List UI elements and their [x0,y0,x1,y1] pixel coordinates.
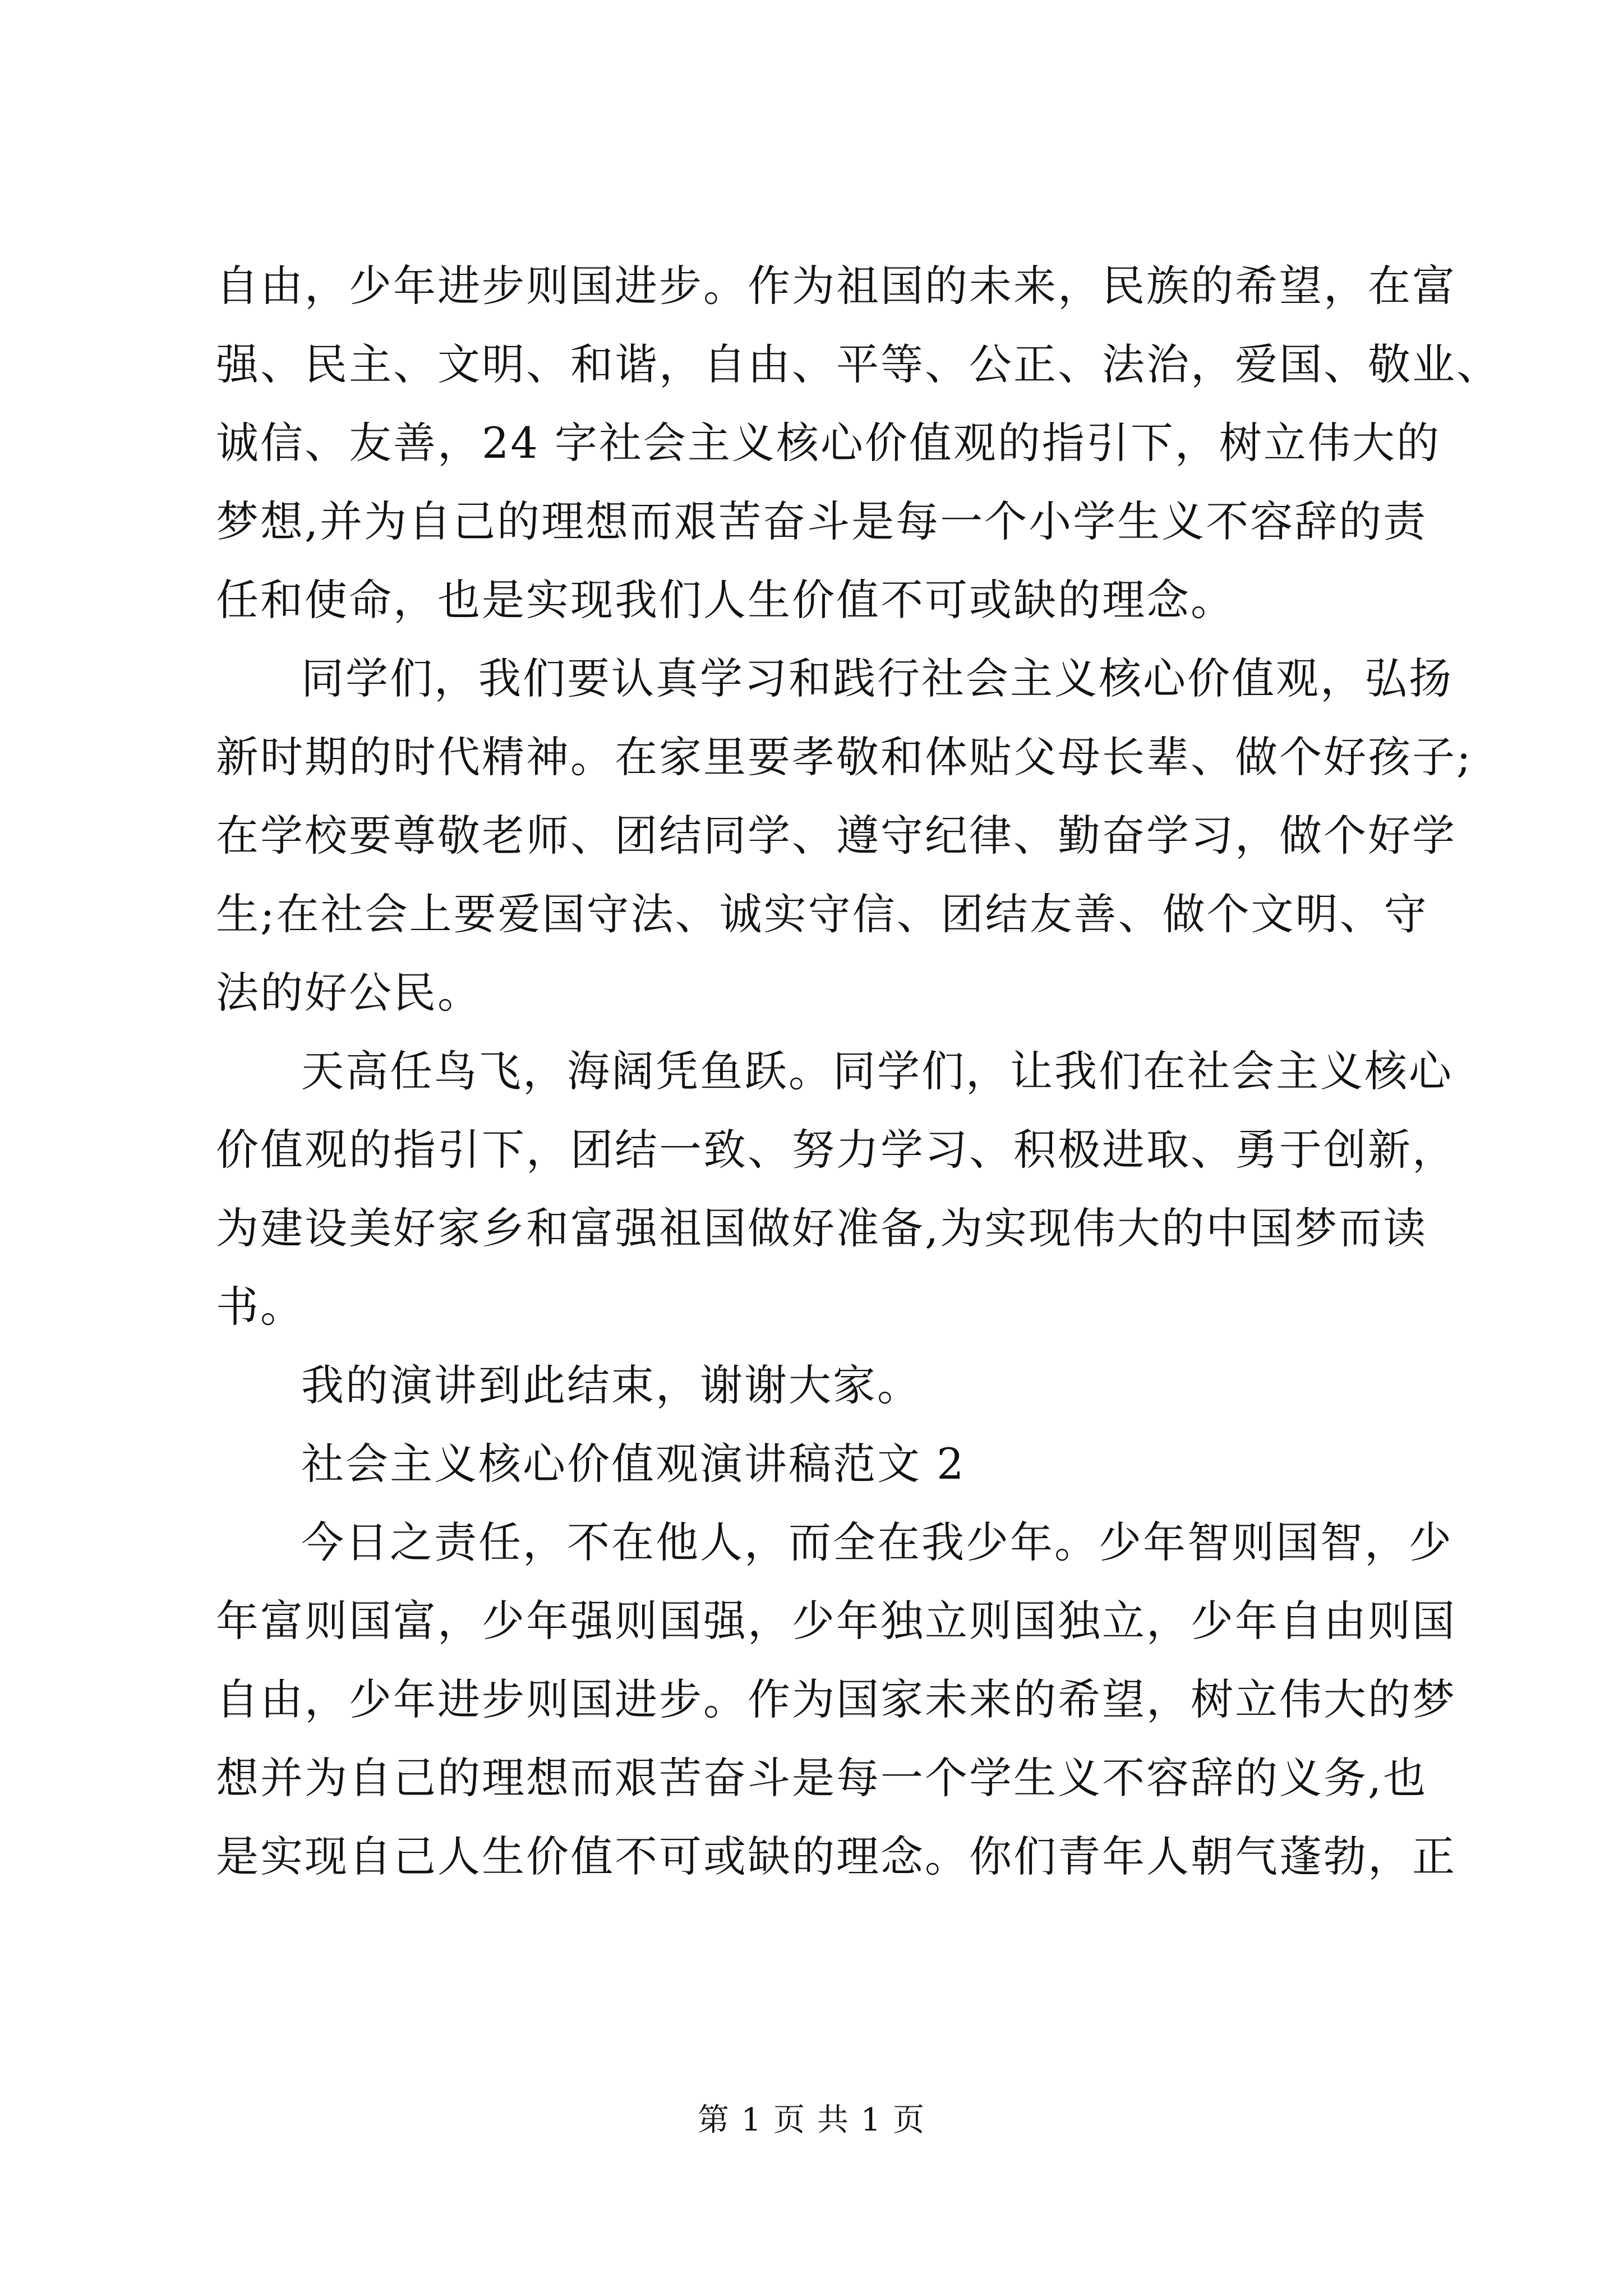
text-line: 我的演讲到此结束，谢谢大家。 [301,1360,921,1410]
text-line: 是实现自己人生价值不可或缺的理念。你们青年人朝气蓬勃，正 [216,1832,1456,1881]
text-line: 书。 [216,1282,305,1332]
text-line: 为建设美好家乡和富强祖国做好准备,为实现伟大的中国梦而读 [216,1203,1428,1253]
text-line: 诚信、友善，24 字社会主义核心价值观的指引下，树立伟大的 [216,418,1441,468]
page-footer: 第 1 页 共 1 页 [697,2102,926,2138]
text-line: 生;在社会上要爱国守法、诚实守信、团结友善、做个文明、守 [216,889,1428,939]
text-line: 年富则国富，少年强则国强，少年独立则国独立，少年自由则国 [216,1596,1456,1646]
text-line: 法的好公民。 [216,968,482,1018]
text-line: 天高任鸟飞，海阔凭鱼跃。同学们，让我们在社会主义核心 [301,1046,1453,1096]
text-line: 新时期的时代精神。在家里要孝敬和体贴父母长辈、做个好孩子; [216,732,1473,782]
text-line: 自由，少年进步则国进步。作为祖国的未来，民族的希望，在富 [216,261,1456,311]
text-line: 今日之责任，不在他人，而全在我少年。少年智则国智，少 [301,1517,1453,1567]
text-line: 强、民主、文明、和谐，自由、平等、公正、法治，爱国、敬业、 [216,339,1501,389]
text-line: 梦想,并为自己的理想而艰苦奋斗是每一个小学生义不容辞的责 [216,496,1428,546]
text-line: 社会主义核心价值观演讲稿范文 2 [301,1439,966,1489]
text-line: 任和使命，也是实现我们人生价值不可或缺的理念。 [216,575,1235,625]
text-line: 同学们，我们要认真学习和践行社会主义核心价值观，弘扬 [301,654,1453,703]
body-text [216,247,1501,1896]
text-line: 在学校要尊敬老师、团结同学、遵守纪律、勤奋学习，做个好学 [216,811,1456,861]
text-line: 想并为自己的理想而艰苦奋斗是每一个学生义不容辞的义务,也 [216,1753,1428,1803]
text-line: 价值观的指引下，团结一致、努力学习、积极进取、勇于创新， [216,1125,1456,1175]
text-line: 自由，少年进步则国进步。作为国家未来的希望，树立伟大的梦 [216,1674,1456,1724]
